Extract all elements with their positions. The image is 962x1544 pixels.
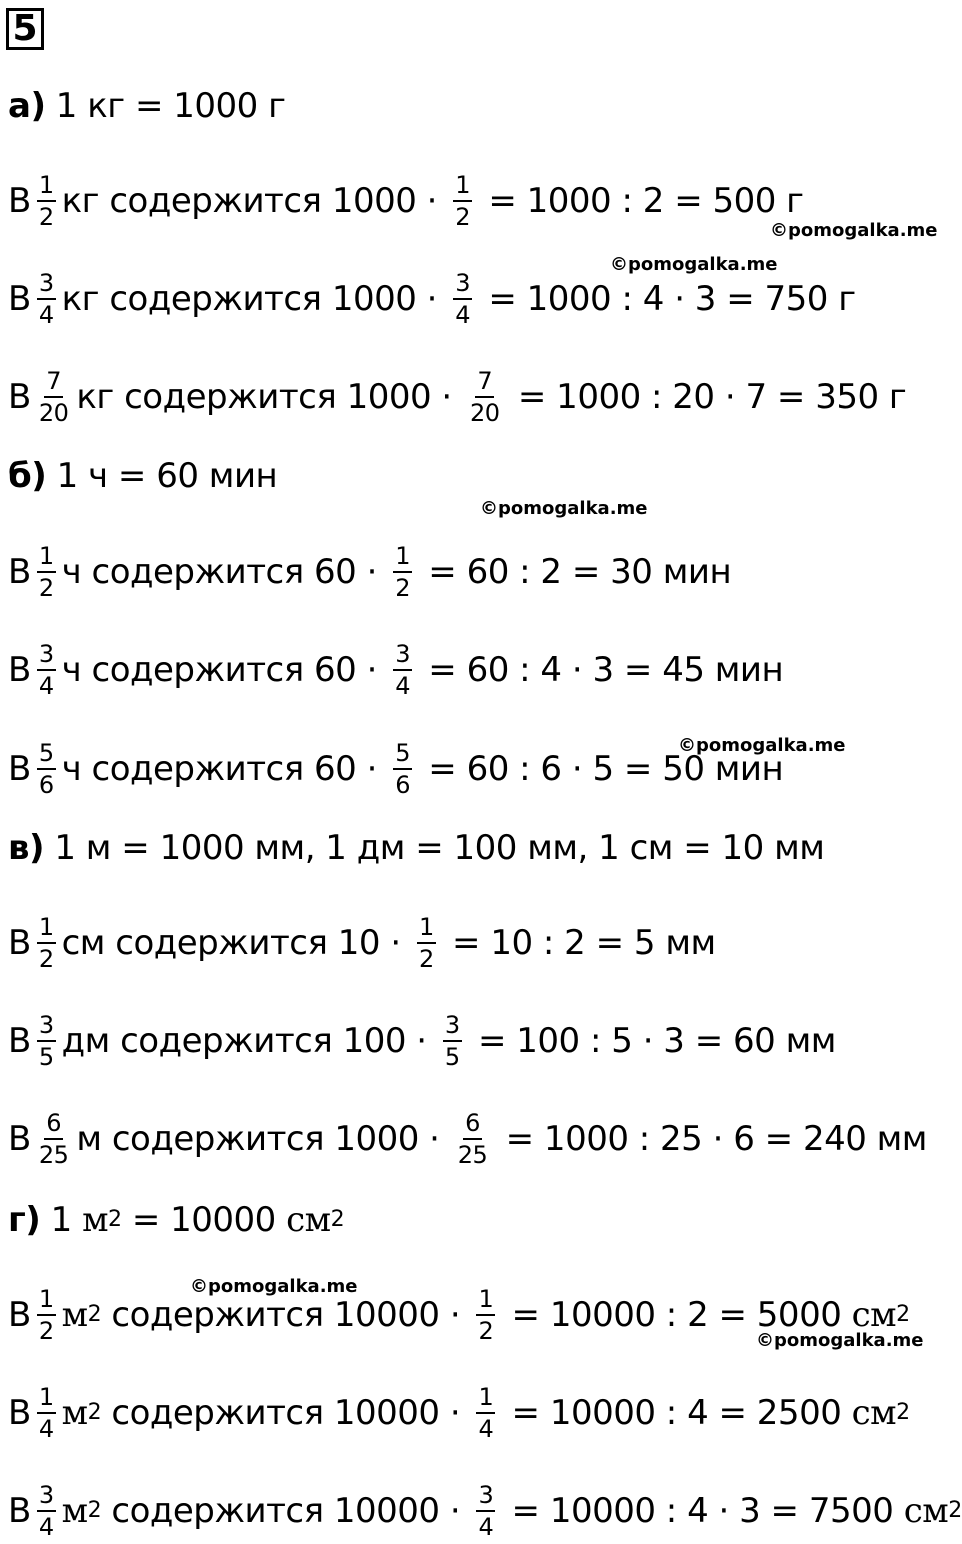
unit: см: [903, 1491, 949, 1531]
row-middle: содержится 10000 ·: [101, 1491, 471, 1531]
denominator: 2: [38, 203, 54, 231]
watermark: ©pomogalka.me: [190, 1276, 358, 1297]
numerator: 1: [37, 172, 56, 202]
numerator: 7: [475, 368, 494, 398]
fraction: [37, 740, 56, 798]
section-v-row-2: [8, 1012, 836, 1070]
row-middle: содержится 1000 ·: [99, 279, 448, 319]
denominator: 2: [478, 1317, 494, 1345]
row-middle: содержится 10000 ·: [101, 1393, 471, 1433]
section-letter: г): [8, 1200, 41, 1240]
row-middle: содержится 60 ·: [81, 650, 388, 690]
numerator: 3: [443, 1012, 462, 1042]
fraction: [453, 270, 472, 328]
section-header-text: 1 ч = 60 мин: [46, 456, 278, 496]
task-number: 5: [6, 8, 44, 50]
row-result: = 60 : 4 · 3 = 45 мин: [417, 650, 784, 690]
unit: м: [61, 1295, 88, 1335]
denominator: 2: [395, 574, 410, 602]
numerator: 1: [476, 1286, 495, 1316]
denominator: 4: [38, 301, 54, 329]
denominator: 4: [455, 301, 471, 329]
section-v-header: [8, 828, 824, 868]
section-header-text: 1 м = 1000 мм, 1 дм = 100 мм, 1 см = 10 мм: [44, 828, 825, 868]
fraction: [393, 641, 412, 699]
row-middle: содержится 1000 ·: [101, 1119, 450, 1159]
row-result: = 60 : 2 = 30 мин: [417, 552, 732, 592]
numerator: 3: [453, 270, 472, 300]
numerator: 3: [37, 1012, 56, 1042]
denominator: 4: [395, 672, 410, 700]
row-prefix: В: [8, 552, 31, 592]
fraction: [453, 172, 472, 230]
denominator: 2: [38, 945, 54, 973]
row-prefix: В: [8, 377, 31, 417]
unit: дм: [61, 1021, 110, 1061]
unit: м: [61, 1491, 88, 1531]
numerator: 1: [37, 1384, 56, 1414]
section-b-row-3: [8, 740, 783, 798]
denominator: 5: [38, 1043, 54, 1071]
denominator: 20: [38, 399, 69, 427]
header-part: = 10000: [121, 1200, 287, 1240]
section-letter: в): [8, 828, 45, 868]
row-middle: содержится 10000 ·: [101, 1295, 471, 1335]
section-a-header: [8, 86, 285, 126]
section-b-header: [8, 456, 277, 496]
section-a-row-3: [8, 368, 906, 426]
row-middle: содержится 100 ·: [109, 1021, 437, 1061]
denominator: 2: [418, 945, 434, 973]
numerator: 1: [37, 1286, 56, 1316]
unit: см: [851, 1393, 897, 1433]
row-result: = 10000 : 2 = 5000: [501, 1295, 852, 1335]
denominator: 2: [38, 1317, 54, 1345]
unit: м: [76, 1119, 102, 1159]
row-result: = 1000 : 4 · 3 = 750 г: [478, 279, 856, 319]
unit: кг: [76, 377, 114, 417]
row-prefix: В: [8, 923, 31, 963]
section-g-header: г) 1 м 2 = 10000 см 2: [8, 1200, 345, 1240]
unit: см: [851, 1295, 897, 1335]
unit: кг: [61, 181, 100, 221]
row-middle: содержится 60 ·: [81, 552, 388, 592]
watermark: ©pomogalka.me: [610, 254, 778, 275]
denominator: 25: [457, 1141, 488, 1169]
row-prefix: В: [8, 181, 31, 221]
denominator: 5: [444, 1043, 460, 1071]
section-letter: а): [8, 86, 46, 126]
header-part: 1: [40, 1200, 83, 1240]
numerator: 3: [393, 641, 412, 671]
section-g-row-1: В $\frac{1}{2}$ м 2 содержится 10000 · $\frac{1}{2}$ = 10000 : 2 = 5000 см 2: [8, 1285, 910, 1345]
numerator: 1: [453, 172, 472, 202]
numerator: 3: [37, 270, 56, 300]
numerator: 6: [44, 1110, 63, 1140]
row-middle: содержится 60 ·: [81, 749, 388, 789]
row-result: = 1000 : 20 · 7 = 350 г: [507, 377, 907, 417]
section-v-row-1: [8, 914, 716, 972]
fraction: [37, 172, 56, 230]
row-result: = 60 : 6 · 5 = 50 мин: [417, 749, 784, 789]
section-a-row-2: [8, 270, 856, 328]
unit: м: [82, 1200, 109, 1240]
row-prefix: В: [8, 650, 31, 690]
fraction: [37, 270, 56, 328]
denominator: 2: [38, 574, 54, 602]
row-middle: содержится 1000 ·: [113, 377, 463, 417]
fraction: [476, 1286, 495, 1344]
fraction: [468, 368, 502, 426]
row-result: = 10000 : 4 · 3 = 7500: [501, 1491, 904, 1531]
unit: ч: [61, 749, 82, 789]
fraction: [417, 914, 436, 972]
row-result: = 10000 : 4 = 2500: [501, 1393, 852, 1433]
denominator: 4: [38, 1415, 54, 1443]
row-middle: содержится 10 ·: [104, 923, 411, 963]
unit: см: [286, 1200, 331, 1240]
numerator: 1: [37, 914, 56, 944]
watermark: ©pomogalka.me: [480, 498, 648, 519]
denominator: 2: [455, 203, 471, 231]
denominator: 6: [38, 771, 54, 799]
section-g-row-2: В $\frac{1}{4}$ м 2 содержится 10000 · $\frac{1}{4}$ = 10000 : 4 = 2500 см 2: [8, 1383, 910, 1443]
numerator: 1: [476, 1384, 495, 1414]
numerator: 5: [393, 740, 412, 770]
row-prefix: В: [8, 1295, 31, 1335]
unit: м: [61, 1393, 88, 1433]
row-prefix: В: [8, 749, 31, 789]
row-prefix: В: [8, 1119, 31, 1159]
numerator: 6: [463, 1110, 482, 1140]
section-b-row-1: [8, 543, 731, 601]
row-result: = 10 : 2 = 5 мм: [441, 923, 716, 963]
numerator: 1: [393, 543, 412, 573]
watermark: ©pomogalka.me: [770, 220, 938, 241]
unit: ч: [61, 650, 82, 690]
unit: кг: [61, 279, 100, 319]
fraction: [37, 1384, 56, 1442]
fraction: [476, 1384, 495, 1442]
row-result: = 1000 : 2 = 500 г: [478, 181, 804, 221]
numerator: 5: [37, 740, 56, 770]
numerator: 3: [476, 1482, 495, 1512]
row-prefix: В: [8, 279, 31, 319]
fraction: [37, 1286, 56, 1344]
numerator: 7: [44, 368, 63, 398]
fraction: [37, 1482, 56, 1540]
fraction: [443, 1012, 462, 1070]
denominator: 20: [470, 399, 500, 427]
denominator: 4: [478, 1513, 494, 1541]
fraction: [476, 1482, 495, 1540]
numerator: 3: [37, 1482, 56, 1512]
fraction: [37, 1110, 71, 1168]
row-middle: содержится 1000 ·: [99, 181, 448, 221]
denominator: 25: [38, 1141, 69, 1169]
watermark: ©pomogalka.me: [756, 1330, 924, 1351]
fraction: [37, 368, 71, 426]
section-v-row-3: [8, 1110, 927, 1168]
fraction: [37, 1012, 56, 1070]
row-result: = 100 : 5 · 3 = 60 мм: [467, 1021, 836, 1061]
unit: см: [61, 923, 105, 963]
denominator: 4: [478, 1415, 494, 1443]
fraction: [393, 543, 412, 601]
section-a-row-1: [8, 172, 804, 230]
watermark: ©pomogalka.me: [678, 735, 846, 756]
denominator: 4: [38, 1513, 54, 1541]
section-g-row-3: В $\frac{3}{4}$ м 2 содержится 10000 · $\frac{3}{4}$ = 10000 : 4 · 3 = 7500 см 2: [8, 1481, 962, 1541]
section-header-text: 1 кг = 1000 г: [45, 86, 286, 126]
section-letter: б): [8, 456, 47, 496]
fraction: [37, 543, 56, 601]
denominator: 6: [395, 771, 410, 799]
numerator: 1: [417, 914, 436, 944]
row-prefix: В: [8, 1491, 31, 1531]
row-prefix: В: [8, 1393, 31, 1433]
section-b-row-2: [8, 641, 783, 699]
fraction: [393, 740, 412, 798]
numerator: 1: [37, 543, 56, 573]
row-result: = 1000 : 25 · 6 = 240 мм: [495, 1119, 927, 1159]
numerator: 3: [37, 641, 56, 671]
fraction: [37, 641, 56, 699]
fraction: [37, 914, 56, 972]
fraction: [456, 1110, 490, 1168]
denominator: 4: [38, 672, 54, 700]
row-prefix: В: [8, 1021, 31, 1061]
unit: ч: [61, 552, 82, 592]
